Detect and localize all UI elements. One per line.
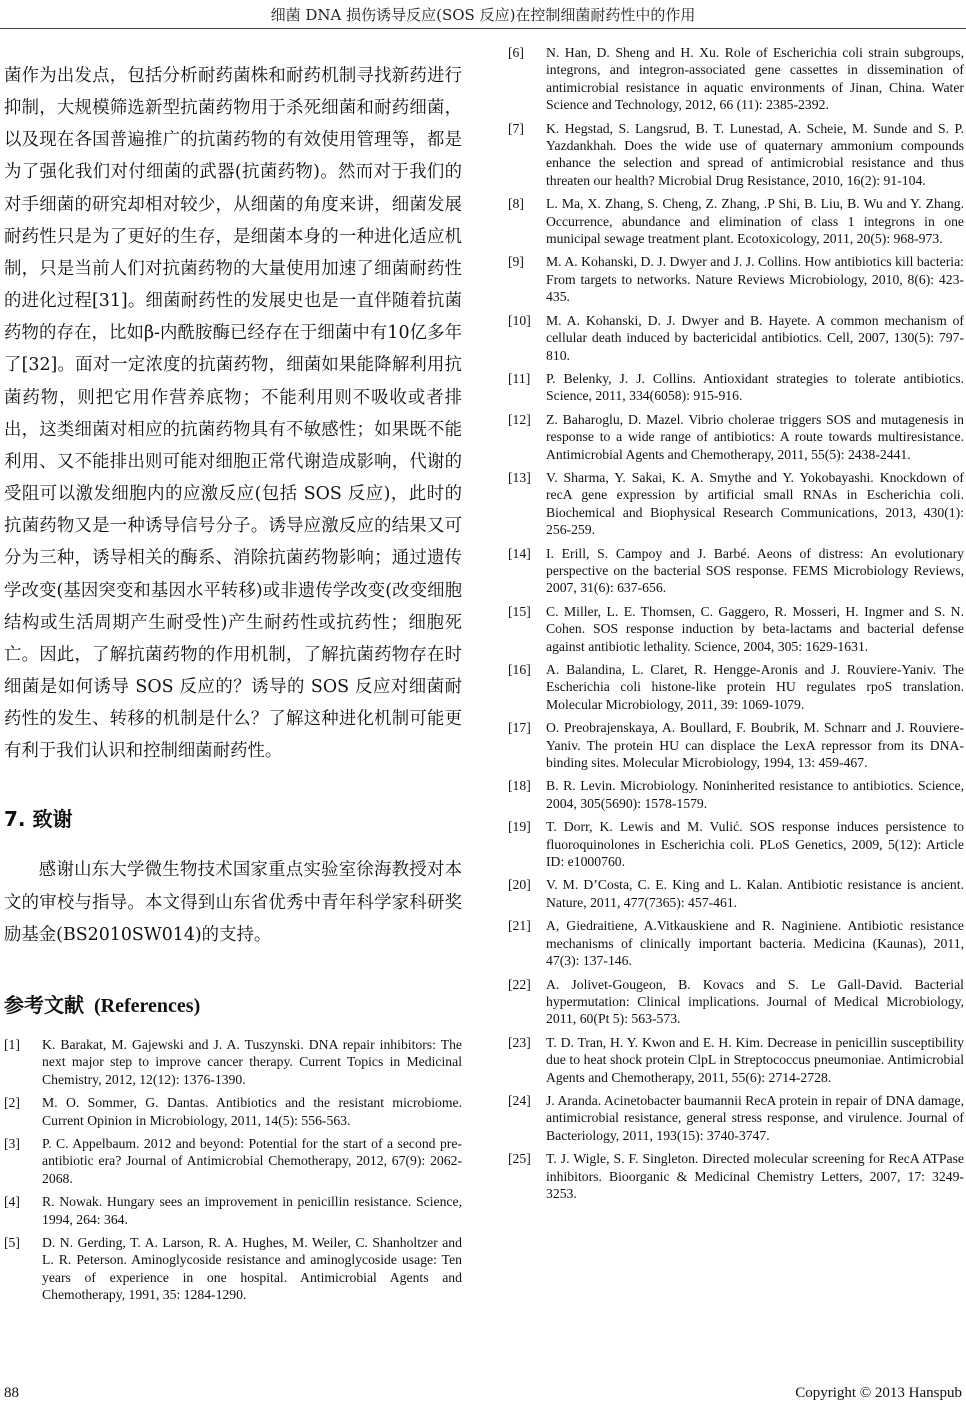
reference-text: B. R. Levin. Microbiology. Noninherited resistance to antibiotics. Science, 2004, 305(5690): 1578-1579. — [546, 778, 964, 811]
reference-text: T. J. Wigle, S. F. Singleton. Directed molecular screening for RecA ATPase inhibitors. Bioorganic & Medicinal Chemistry Letters, 2007, 17: 3249-3253. — [546, 1151, 964, 1201]
reference-number: [9] — [508, 254, 524, 270]
reference-number: [4] — [4, 1194, 20, 1210]
reference-item — [508, 312, 964, 364]
reference-item — [508, 603, 964, 655]
reference-text: M. O. Sommer, G. Dantas. Antibiotics and the resistant microbiome. Current Opinion in Microbiology, 2011, 14(5): 556-563. — [42, 1095, 462, 1128]
reference-item — [508, 253, 964, 305]
reference-text: V. M. D’Costa, C. E. King and L. Kalan. Antibiotic resistance is ancient. Nature, 2011, 477(7365): 457-461. — [546, 877, 964, 910]
reference-text: N. Han, D. Sheng and H. Xu. Role of Escherichia coli strain subgroups, integrons, and integron-associated gene cassettes in dissemination of antimicrobial resistance in aquatic environments of Jinan, China. Water Science and Technology, 2012, 66 (11): 2385-2392. — [546, 45, 964, 113]
copyright-notice: Copyright © 2013 Hanspub — [795, 1385, 962, 1401]
reference-number: [24] — [508, 1092, 531, 1108]
reference-text: A. Balandina, L. Claret, R. Hengge-Aronis and J. Rouviere-Yaniv. The Escherichia coli histone-like protein HU regulates rpoS translation. Molecular Microbiology, 2011, 39: 1069-1079. — [546, 662, 964, 712]
reference-text: M. A. Kohanski, D. J. Dwyer and J. J. Collins. How antibiotics kill bacteria: From targets to networks. Nature Reviews Microbiology, 2010, 8(6): 423-435. — [546, 254, 964, 305]
reference-item — [4, 1094, 462, 1129]
reference-text: C. Miller, L. E. Thomsen, C. Gaggero, R. Mosseri, H. Ingmer and S. N. Cohen. SOS response induction by beta-lactams and bacterial defense against antibiotic lethality. Science, 2004, 305: 1629-1631. — [546, 603, 964, 654]
reference-text: I. Erill, S. Campoy and J. Barbé. Aeons of distress: An evolutionary perspective on the bacterial SOS response. FEMS Microbiology Reviews, 2007, 31(6): 637-656. — [546, 545, 964, 596]
reference-text: D. N. Gerding, T. A. Larson, R. A. Hughes, M. Weiler, C. Shanholtzer and L. R. Peterson. Aminoglycoside resistance and aminoglycoside usage: Ten years of experience in one hospital. Antimicrobial Agents and Chemotherapy, 1991, 35: 1284-1290. — [42, 1234, 462, 1303]
reference-text: P. C. Appelbaum. 2012 and beyond: Potential for the start of a second pre-antibiotic era? Journal of Antimicrobial Chemotherapy, 2012, 67(9): 2062-2068. — [42, 1135, 462, 1186]
reference-number: [3] — [4, 1135, 20, 1151]
reference-item — [508, 976, 964, 1028]
reference-number: [10] — [508, 312, 531, 328]
reference-text: K. Hegstad, S. Langsrud, B. T. Lunestad, A. Scheie, M. Sunde and S. P. Yazdankhah. Does the wide use of quaternary ammonium compounds enhance the selection and spread of antimicrobial resistance and thus threaten our health? Microbial Drug Resistance, 2010, 16(2): 91-104. — [546, 120, 964, 188]
reference-item — [508, 876, 964, 911]
body-text — [4, 60, 462, 767]
reference-text: Z. Baharoglu, D. Mazel. Vibrio cholerae triggers SOS and mutagenesis in response to a wide range of antibiotics: A route towards multiresistance. Antimicrobial Agents and Chemotherapy, 2011, 55(5): 2438-2441. — [546, 411, 964, 462]
reference-text: T. Dorr, K. Lewis and M. Vulić. SOS response induces persistence to fluoroquinolones in Escherichia coli. PLoS Genetics, 2009, 5(12): Article ID: e1000760. — [546, 819, 964, 870]
reference-text: P. Belenky, J. J. Collins. Antioxidant strategies to tolerate antibiotics. Science, 2011, 334(6058): 915-916. — [546, 370, 964, 404]
left-column — [4, 60, 462, 1310]
reference-item — [4, 1135, 462, 1187]
reference-item — [508, 44, 964, 114]
references-title-en: (References) — [94, 994, 201, 1017]
reference-item — [508, 1150, 964, 1202]
reference-item — [508, 120, 964, 190]
reference-number: [18] — [508, 778, 531, 794]
right-column — [508, 44, 964, 1208]
reference-number: [12] — [508, 411, 531, 427]
reference-text: V. Sharma, Y. Sakai, K. A. Smythe and Y. Yokobayashi. Knockdown of recA gene expression by artificial small RNAs in Escherichia coli. Biochemical and Biophysical Research Communications, 2013, 430(1): 256-259. — [546, 469, 964, 538]
reference-number: [15] — [508, 603, 531, 619]
reference-list-right — [508, 44, 964, 1202]
reference-number: [21] — [508, 918, 531, 934]
reference-item — [508, 370, 964, 405]
reference-number: [20] — [508, 877, 531, 893]
reference-text: R. Nowak. Hungary sees an improvement in penicillin resistance. Science, 1994, 264: 364. — [42, 1194, 462, 1227]
reference-number: [14] — [508, 545, 531, 561]
reference-item — [508, 1034, 964, 1086]
reference-number: [23] — [508, 1034, 531, 1050]
reference-item — [508, 818, 964, 870]
reference-item — [508, 545, 964, 597]
reference-text: O. Preobrajenskaya, A. Boullard, F. Boubrik, M. Schnarr and J. Rouviere-Yaniv. The protein HU can displace the LexA repressor from its DNA-binding sites. Molecular Microbiology, 1994, 13: 459-467. — [546, 720, 964, 771]
reference-number: [22] — [508, 976, 531, 992]
references-heading — [4, 989, 462, 1018]
running-header: 细菌 DNA 损伤诱导反应(SOS 反应)在控制细菌耐药性中的作用 — [270, 6, 696, 24]
reference-item — [4, 1036, 462, 1088]
reference-number: [25] — [508, 1151, 531, 1167]
reference-number: [7] — [508, 120, 524, 136]
reference-number: [17] — [508, 720, 531, 736]
reference-number: [2] — [4, 1095, 20, 1111]
reference-text: J. Aranda. Acinetobacter baumannii RecA protein in repair of DNA damage, antimicrobial resistance, general stress response, and virulence. Journal of Bacteriology, 2011, 193(15): 3740-3747. — [546, 1092, 964, 1143]
reference-text: K. Barakat, M. Gajewski and J. A. Tuszynski. DNA repair inhibitors: The next major step to improve cancer therapy. Current Topics in Medicinal Chemistry, 2012, 12(12): 1376-1390. — [42, 1036, 462, 1087]
reference-item — [508, 411, 964, 463]
reference-text: A. Jolivet-Gougeon, B. Kovacs and S. Le Gall-David. Bacterial hypermutation: Clinical implications. Journal of Medical Microbiology, 2011, 60(Pt 5): 563-573. — [546, 976, 964, 1027]
reference-text: L. Ma, X. Zhang, S. Cheng, Z. Zhang, .P Shi, B. Liu, B. Wu and Y. Zhang. Occurrence, abundance and elimination of class 1 integrons in one municipal sewage treatment plant. Ecotoxicology, 2011, 20(5): 968-973. — [546, 196, 964, 247]
reference-number: [13] — [508, 469, 531, 485]
section-heading-acknowledgement: 7. 致谢 — [4, 807, 73, 832]
references-title-cn: 参考文献 — [4, 992, 84, 1017]
reference-number: [19] — [508, 819, 531, 835]
reference-number: [1] — [4, 1036, 20, 1052]
paragraph-acknowledgement: 感谢山东大学微生物技术国家重点实验室徐海教授对本文的审校与指导。本文得到山东省优秀中青年科学家科研奖励基金(BS2010SW014)的支持。 — [4, 860, 462, 945]
reference-number: [16] — [508, 662, 531, 677]
reference-item — [508, 777, 964, 812]
paragraph-conclusion: 菌作为出发点，包括分析耐药菌株和耐药机制寻找新药进行抑制，大规模筛选新型抗菌药物用于杀死细菌和耐药细菌，以及现在各国普遍推广的抗菌药物的有效使用管理等，都是为了强化我们对付细菌的武器(抗菌药物)。然而对于我们的对手细菌的研究却相对较少，从细菌的角度来讲，细菌发展耐药性只是为了更好的生存，是细菌本身的一种进化适应机制，只是当前人们对抗菌药物的大量使用加速了细菌耐药性的进化过程[31]。细菌耐药性的发展史也是一直伴随着抗菌药物的存在，比如β-内酰胺酶已经存在于细菌中有10亿多年了[32]。面对一定浓度的抗菌药物，细菌如果能降解利用抗菌药物，则把它用作营养底物；不能利用则不吸收或者排出，这类细菌对相应的抗菌药物具有不敏感性；如果既不能利用、又不能排出则可能对细胞正常代谢造成影响，代谢的受阻可以激发细胞内的应激反应(包括 SOS 反应)，此时的抗菌药物又是一种诱导信号分子。诱导应激反应的结果又可分为三种，诱导相关的酶系、消除抗菌药物影响；通过遗传学改变(基因突变和基因水平转移)或非遗传学改变(改变细胞结构或生活周期产生耐受性)产生耐药性或抗药性；细胞死亡。因此，了解抗菌药物的作用机制，了解抗菌药物存在时细菌是如何诱导 SOS 反应的？诱导的 SOS 反应对细菌耐药性的发生、转移的机制是什么？了解这种进化机制可能更有利于我们认识和控制细菌耐药性。 — [4, 66, 462, 762]
reference-item — [508, 661, 964, 713]
reference-number: [11] — [508, 370, 531, 386]
reference-text: M. A. Kohanski, D. J. Dwyer and B. Hayete. A common mechanism of cellular death induced by bactericidal antibiotics. Cell, 2007, 130(5): 797-810. — [546, 312, 964, 363]
page-number: 88 — [4, 1385, 19, 1401]
reference-list-left — [4, 1036, 462, 1304]
reference-item — [508, 195, 964, 247]
reference-number: [8] — [508, 196, 524, 212]
reference-text: T. D. Tran, H. Y. Kwon and E. H. Kim. Decrease in penicillin susceptibility due to heat shock protein ClpL in Streptococcus pneumoniae. Antimicrobial Agents and Chemotherapy, 2011, 55(6): 2714-2728. — [546, 1034, 964, 1085]
reference-item — [508, 917, 964, 969]
reference-item — [4, 1193, 462, 1228]
reference-text: A, Giedraitiene, A.Vitkauskiene and R. Naginiene. Antibiotic resistance mechanisms of clinically important bacteria. Medicina (Kaunas), 2011, 47(3): 137-146. — [546, 918, 964, 969]
reference-item — [4, 1234, 462, 1304]
reference-number: [5] — [4, 1234, 20, 1250]
header-rule — [0, 28, 966, 29]
reference-number: [6] — [508, 45, 524, 60]
reference-item — [508, 469, 964, 539]
reference-item — [508, 719, 964, 771]
reference-item — [508, 1092, 964, 1144]
